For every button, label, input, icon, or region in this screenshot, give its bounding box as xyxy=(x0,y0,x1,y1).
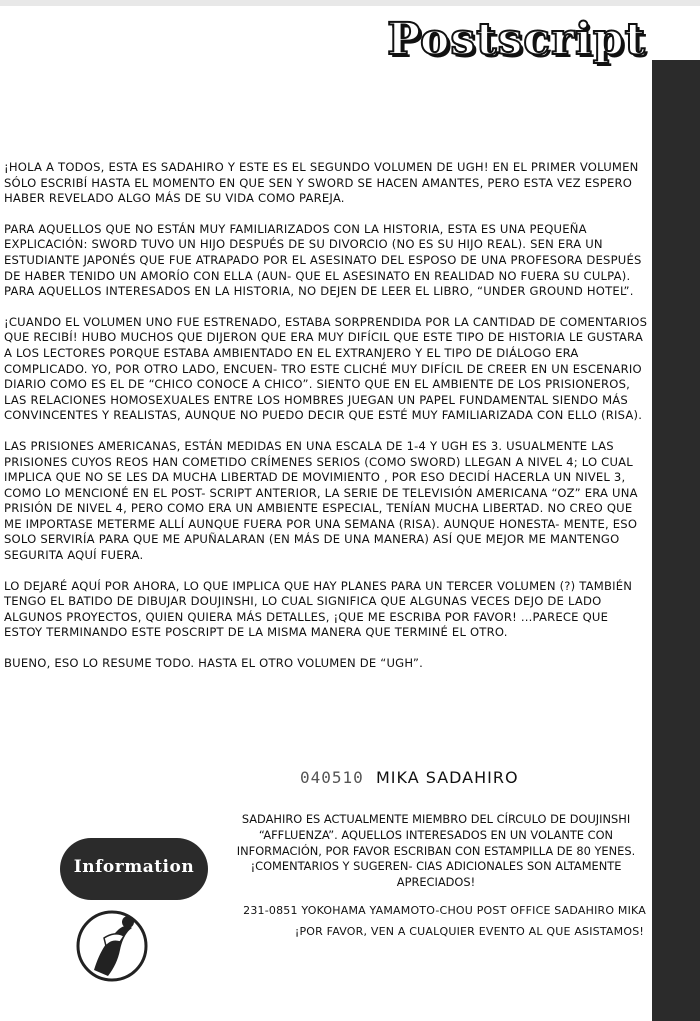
info-text: SADAHIRO ES ACTUALMENTE MIEMBRO DEL CÍRCULO DE DOUJINSHI “AFFLUENZA”. AQUELLOS INTERESADOS EN UN VOLANTE CON INFORMACIÓN, POR FAVOR ESCRIBAN CON ESTAMPILLA DE 80 YENES. ¡COMENTARIOS Y SUGEREN- CIAS ADICIONALES SON ALTAMENTE APRECIADOS! xyxy=(236,812,636,890)
information-badge-label: Information xyxy=(73,857,195,877)
circle-logo-icon xyxy=(74,900,150,992)
signature xyxy=(300,768,519,787)
right-edge-bar xyxy=(652,60,700,1021)
signature-date: 040510 xyxy=(300,768,364,787)
paragraph-2: PARA AQUELLOS QUE NO ESTÁN MUY FAMILIARIZADOS CON LA HISTORIA, ESTA ES UNA PEQUEÑA EXPLICACIÓN: SWORD TUVO UN HIJO DESPUÉS DE SU DIVORCIO (NO ES SU HIJO REAL). SEN ERA UN ESTUDIANTE JAPONÉS QUE FUE ATRAPADO POR EL ASESINATO DEL ESPOSO DE UNA PROFESORA DESPUÉS DE HABER TENIDO UN AMORÍO CON ELLA (AUN- QUE EL ASESINATO EN REALIDAD NO FUERA SU CULPA). PARA AQUELLOS INTERESADOS EN LA HISTORIA, NO DEJEN DE LEER EL LIBRO, “UNDER GROUND HOTEL”. xyxy=(4,221,642,299)
information-badge xyxy=(60,838,208,900)
postscript-body xyxy=(4,160,650,687)
paragraph-5: LO DEJARÉ AQUÍ POR AHORA, LO QUE IMPLICA QUE HAY PLANES PARA UN TERCER VOLUMEN (?) TAMBIÉN TENGO EL BATIDO DE DIBUJAR DOUJINSHI, LO CUAL SIGNIFICA QUE ALGUNAS VECES DEJO DE LADO ALGUNOS PROYECTOS, QUIEN QUIERA MÁS DETALLES, ¡QUE ME ESCRIBA POR FAVOR! ...PARECE QUE ESTOY TERMINANDO ESTE POSCRIPT DE LA MISMA MANERA QUE TERMINÉ EL OTRO. xyxy=(4,578,633,640)
page-title: Postscript xyxy=(387,14,646,65)
top-edge-band xyxy=(0,0,700,6)
paragraph-3: ¡CUANDO EL VOLUMEN UNO FUE ESTRENADO, ESTABA SORPRENDIDA POR LA CANTIDAD DE COMENTARIOS QUE RECIBÍ! HUBO MUCHOS QUE DIJERON QUE ERA MUY DIFÍCIL QUE ESTE TIPO DE HISTORIA LE GUSTARA A LOS LECTORES PORQUE ESTABA AMBIENTADO EN EL EXTRANJERO Y EL TIPO DE DIÁLOGO ERA COMPLICADO. YO, POR OTRO LADO, ENCUEN- TRO ESTE CLICHÉ MUY DIFÍCIL DE CREER EN UN ESCENARIO DIARIO COMO ES EL DE “CHICO CONOCE A CHICO”. SIENTO QUE EN EL AMBIENTE DE LOS PRISIONEROS, LAS RELACIONES HOMOSEXUALES ENTRE LOS HOMBRES JUEGAN UN PAPEL FUNDAMENTAL SIENDO MÁS CONVINCENTES Y REALISTAS, AUNQUE NO PUEDO DECIR QUE ESTÉ MUY FAMILIARIZADA CON ELLO (RISA). xyxy=(4,314,648,423)
paragraph-6: BUENO, ESO LO RESUME TODO. HASTA EL OTRO VOLUMEN DE “UGH”. xyxy=(4,656,424,671)
paragraph-4: LAS PRISIONES AMERICANAS, ESTÁN MEDIDAS EN UNA ESCALA DE 1-4 Y UGH ES 3. USUALMENTE LAS PRISIONES CUYOS REOS HAN COMETIDO CRÍMENES SERIOS (COMO SWORD) LLEGAN A NIVEL 4; LO CUAL IMPLICA QUE NO SE LES DA MUCHA LIBERTAD DE MOVIMIENTO , POR ESO DECIDÍ HACERLA UN NIVEL 3, COMO LO MENCIONÉ EN EL POST- SCRIPT ANTERIOR, LA SERIE DE TELEVISIÓN AMERICANA “OZ” ERA UNA PRISIÓN DE NIVEL 4, PERO COMO ERA UN AMBIENTE ESPECIAL, TENÍAN MUCHA LIBERTAD. NO CREO QUE ME IMPORTASE METERME ALLÍ AUNQUE FUERA POR UNA SEMANA (RISA). AUNQUE HONESTA- MENTE, ESO SOLO SERVIRÍA PARA QUE ME APUÑALARAN (EN MÁS DE UNA MANERA) ASÍ QUE MEJOR ME MANTENGO SEGURITA AQUÍ FUERA. xyxy=(4,438,638,563)
postal-address: 231-0851 YOKOHAMA YAMAMOTO-CHOU POST OFFICE SADAHIRO MIKA xyxy=(243,904,646,917)
signature-name: MIKA SADAHIRO xyxy=(375,768,519,787)
event-invitation: ¡POR FAVOR, VEN A CUALQUIER EVENTO AL QUE ASISTAMOS! xyxy=(294,925,644,938)
paragraph-1: ¡HOLA A TODOS, ESTA ES SADAHIRO Y ESTE ES EL SEGUNDO VOLUMEN DE UGH! EN EL PRIMER VOLUMEN SÓLO ESCRIBÍ HASTA EL MOMENTO EN QUE SEN Y SWORD SE HACEN AMANTES, PERO ESTA VEZ ESPERO HABER REVELADO ALGO MÁS DE SU VIDA COMO PAREJA. xyxy=(4,160,639,206)
